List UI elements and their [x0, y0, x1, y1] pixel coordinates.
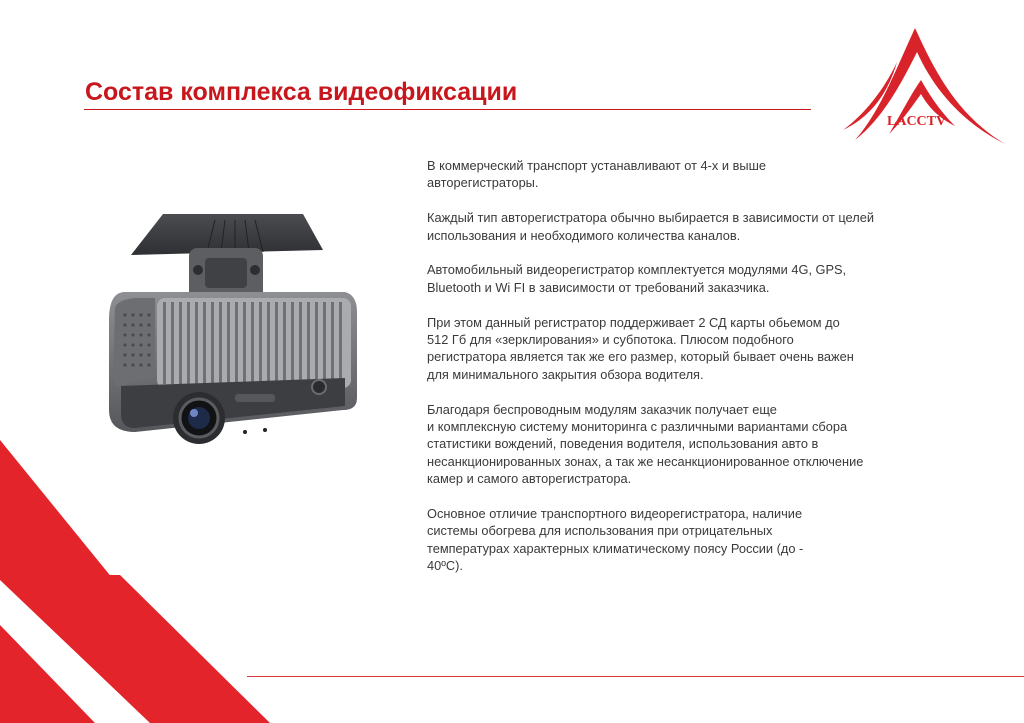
paragraph-6 — [427, 505, 923, 575]
page-title: Состав комплекса видеофиксации — [85, 78, 518, 106]
text-line: В коммерческий транспорт устанавливают от 4-х и выше — [427, 158, 766, 173]
text-line: При этом данный регистратор поддерживает 2 СД карты обьемом до — [427, 314, 840, 330]
text-line: температурах характерных климатическому поясу России (до - — [427, 540, 804, 556]
text-line: несанкционированных зонах, а так же несанкционированное отключение — [427, 453, 864, 469]
text-line: камер и самого авторегистратора. — [427, 471, 632, 487]
text-line: Благодаря беспроводным модулям заказчик получает еще — [427, 401, 777, 417]
title-underline — [84, 109, 811, 110]
footer-rule — [247, 676, 1024, 677]
svg-text:LACCTV: LACCTV — [887, 114, 947, 129]
paragraph-5 — [427, 401, 923, 488]
lacctv-logo-icon — [835, 22, 1010, 162]
text-line: Основное отличие транспортного видеорегистратора, наличие — [427, 506, 803, 522]
paragraph-4 — [427, 314, 923, 384]
text-line: использования и необходимого количества каналов. — [427, 227, 741, 243]
dashcam-image — [95, 200, 365, 450]
text-line: 512 Гб для «зерклирования» и субпотока. Плюсом подобного — [427, 332, 794, 348]
text-line: Bluetooth и Wi FI в зависимости от требований заказчика. — [427, 279, 770, 295]
text-line: регистратора является так же его размер, который бывает очень важен — [427, 349, 854, 365]
text-line: и комплексную систему мониторинга с различными вариантами сбора — [427, 419, 848, 435]
description-text — [427, 157, 923, 592]
paragraph-1 — [427, 157, 923, 192]
text-line: 40ºС). — [427, 558, 463, 574]
text-line: Автомобильный видеорегистратор комплектуется модулями 4G, GPS, — [427, 262, 847, 278]
text-line: Каждый тип авторегистратора обычно выбирается в зависимости от целей — [427, 210, 874, 226]
paragraph-3 — [427, 261, 923, 296]
paragraph-2 — [427, 209, 923, 244]
text-line: для минимального закрытия обзора водителя. — [427, 366, 704, 382]
text-line: статистики вождений, поведения водителя, использования авто в — [427, 436, 819, 452]
text-line: авторегистраторы. — [427, 175, 539, 191]
text-line: системы обогрева для использования при отрицательных — [427, 523, 773, 539]
red-stripes-decoration — [0, 430, 270, 723]
